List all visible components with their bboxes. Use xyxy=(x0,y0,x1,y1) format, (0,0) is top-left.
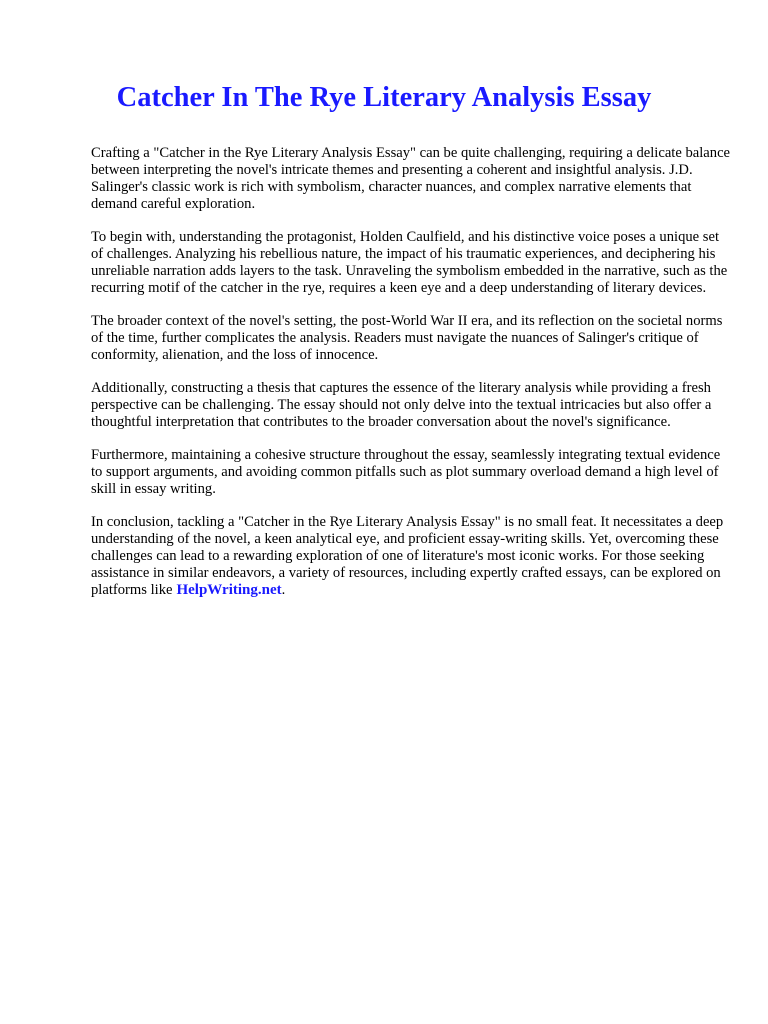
helpwriting-link[interactable]: HelpWriting.net xyxy=(176,582,282,598)
paragraph-intro: Crafting a "Catcher in the Rye Literary Analysis Essay" can be quite challenging, requiring a delicate balance between interpreting the novel's intricate themes and presenting a coherent and insightful analysis. J.D. Salinger's classic work is rich with symbolism, character nuances, and complex narrative elements that demand careful exploration. xyxy=(91,145,731,212)
essay-body xyxy=(91,145,731,615)
conclusion-text: In conclusion, tackling a "Catcher in the Rye Literary Analysis Essay" is no small feat. It necessitates a deep understanding of the novel, a keen analytical eye, and proficient essay-writing skills. Yet, overcoming these challenges can lead to a rewarding exploration of one of literature's most iconic works. For those seeking assistance in similar endeavors, a variety of resources, including expertly crafted essays, can be explored on platforms like xyxy=(91,514,724,598)
paragraph-structure: Furthermore, maintaining a cohesive structure throughout the essay, seamlessly integrating textual evidence to support arguments, and avoiding common pitfalls such as plot summary overload demand a high level of skill in essay writing. xyxy=(91,447,721,497)
paragraph-context: The broader context of the novel's setting, the post-World War II era, and its reflection on the societal norms of the time, further complicates the analysis. Readers must navigate the nuances of Salinger's critique of conformity, alienation, and the loss of innocence. xyxy=(91,313,723,363)
paragraph-thesis: Additionally, constructing a thesis that captures the essence of the literary analysis while providing a fresh perspective can be challenging. The essay should not only delve into the textual intricacies but also offer a thoughtful interpretation that contributes to the broader conversation about the novel's significance. xyxy=(91,380,712,430)
paragraph-conclusion xyxy=(91,514,731,599)
page-title: Catcher In The Rye Literary Analysis Essay xyxy=(116,82,652,113)
conclusion-trailing: . xyxy=(281,582,286,598)
paragraph-protagonist: To begin with, understanding the protagonist, Holden Caulfield, and his distinctive voice poses a unique set of challenges. Analyzing his rebellious nature, the impact of his traumatic experiences, and deciphering his unreliable narration adds layers to the task. Unraveling the symbolism embedded in the narrative, such as the recurring motif of the catcher in the rye, requires a keen eye and a deep understanding of literary devices. xyxy=(91,229,728,296)
